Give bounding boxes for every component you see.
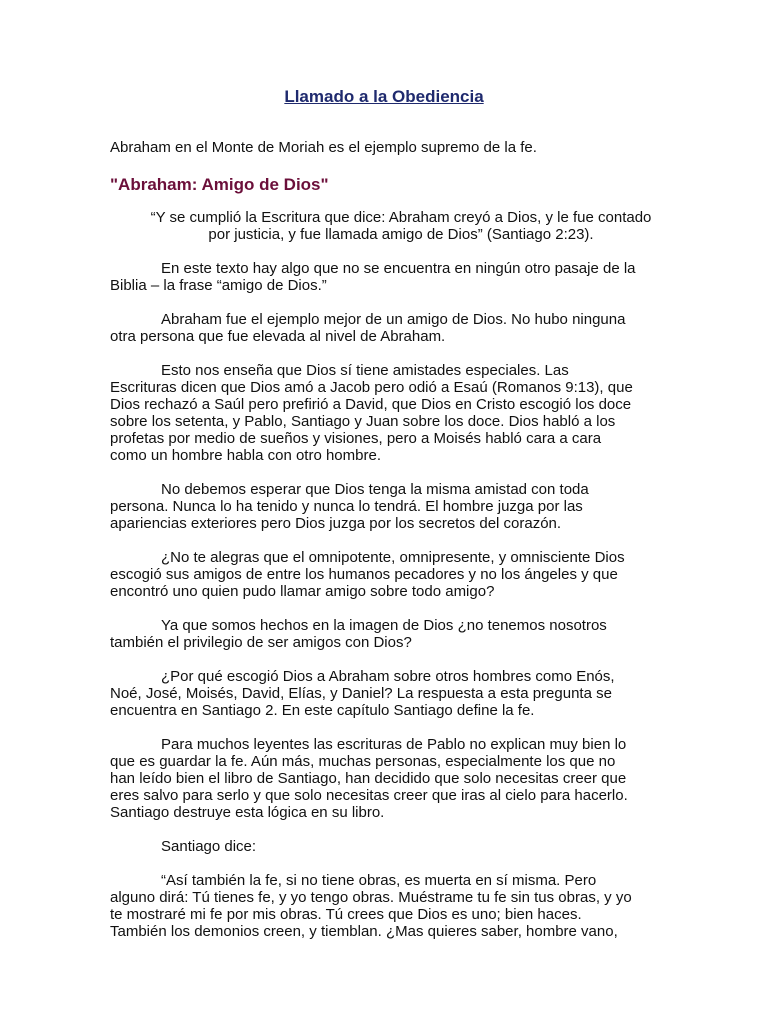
paragraph-line: Abraham fue el ejemplo mejor de un amigo de Dios. No hubo ninguna (161, 311, 626, 328)
paragraph-line: sobre los setenta, y Pablo, Santiago y Juan sobre los doce. Dios habló a los (110, 413, 616, 430)
body-paragraph (110, 260, 662, 294)
paragraph-line: escogió sus amigos de entre los humanos pecadores y no los ángeles y que (110, 566, 618, 583)
intro-paragraph: Abraham en el Monte de Moriah es el ejemplo supremo de la fe. (110, 139, 537, 156)
paragraph-line: también el privilegio de ser amigos con Dios? (110, 634, 412, 651)
body-paragraph (110, 617, 662, 651)
scripture-quote (140, 209, 662, 243)
paragraph-line: ¿No te alegras que el omnipotente, omnipresente, y omnisciente Dios (161, 549, 625, 566)
paragraph-line: encuentra en Santiago 2. En este capítulo Santiago define la fe. (110, 702, 535, 719)
body-paragraph (110, 549, 662, 600)
quote-line: por justicia, y fue llamada amigo de Dios” (Santiago 2:23). (208, 226, 594, 243)
section-subtitle: "Abraham: Amigo de Dios" (110, 175, 329, 194)
paragraph-line: otra persona que fue elevada al nivel de Abraham. (110, 328, 446, 345)
paragraph-line: como un hombre habla con otro hombre. (110, 447, 381, 464)
paragraph-line: Biblia – la frase “amigo de Dios.” (110, 277, 327, 294)
paragraph-line: “Así también la fe, si no tiene obras, es muerta en sí misma. Pero (161, 872, 597, 889)
paragraph-line: Esto nos enseña que Dios sí tiene amistades especiales. Las (161, 362, 569, 379)
body-paragraph (110, 872, 662, 940)
paragraph-line: Para muchos leyentes las escrituras de Pablo no explican muy bien lo (161, 736, 627, 753)
paragraph-line: que es guardar la fe. Aún más, muchas personas, especialmente los que no (110, 753, 616, 770)
body-paragraph (110, 362, 662, 464)
paragraph-line: Dios rechazó a Saúl pero prefirió a David, que Dios en Cristo escogió los doce (110, 396, 632, 413)
body-paragraph (110, 668, 662, 719)
paragraph-line: Escrituras dicen que Dios amó a Jacob pero odió a Esaú (Romanos 9:13), que (110, 379, 633, 396)
paragraph-line: persona. Nunca lo ha tenido y nunca lo tendrá. El hombre juzga por las (110, 498, 583, 515)
body-text (110, 260, 662, 957)
paragraph-line: han leído bien el libro de Santiago, han decidido que solo necesitas creer que (110, 770, 627, 787)
paragraph-line: alguno dirá: Tú tienes fe, y yo tengo obras. Muéstrame tu fe sin tus obras, y yo (110, 889, 632, 906)
paragraph-line: En este texto hay algo que no se encuentra en ningún otro pasaje de la (161, 260, 636, 277)
document-title: Llamado a la Obediencia (284, 87, 484, 106)
paragraph-line: eres salvo para serlo y que solo necesitas creer que iras al cielo para hacerlo. (110, 787, 628, 804)
paragraph-line: profetas por medio de sueños y visiones, pero a Moisés habló cara a cara (110, 430, 602, 447)
paragraph-line: También los demonios creen, y tiemblan. ¿Mas quieres saber, hombre vano, (110, 923, 618, 940)
paragraph-line: Ya que somos hechos en la imagen de Dios ¿no tenemos nosotros (161, 617, 607, 634)
paragraph-line: Santiago dice: (161, 838, 257, 855)
paragraph-line: Santiago destruye esta lógica en su libro. (110, 804, 385, 821)
paragraph-line: No debemos esperar que Dios tenga la misma amistad con toda (161, 481, 589, 498)
paragraph-line: ¿Por qué escogió Dios a Abraham sobre otros hombres como Enós, (161, 668, 615, 685)
paragraph-line: te mostraré mi fe por mis obras. Tú crees que Dios es uno; bien haces. (110, 906, 582, 923)
body-paragraph (110, 736, 662, 821)
body-paragraph (110, 311, 662, 345)
paragraph-line: Noé, José, Moisés, David, Elías, y Daniel? La respuesta a esta pregunta se (110, 685, 612, 702)
body-paragraph (110, 481, 662, 532)
body-paragraph (110, 838, 662, 855)
quote-line: “Y se cumplió la Escritura que dice: Abraham creyó a Dios, y le fue contado (150, 209, 652, 226)
paragraph-line: encontró uno quien pudo llamar amigo sobre todo amigo? (110, 583, 495, 600)
paragraph-line: apariencias exteriores pero Dios juzga por los secretos del corazón. (110, 515, 562, 532)
